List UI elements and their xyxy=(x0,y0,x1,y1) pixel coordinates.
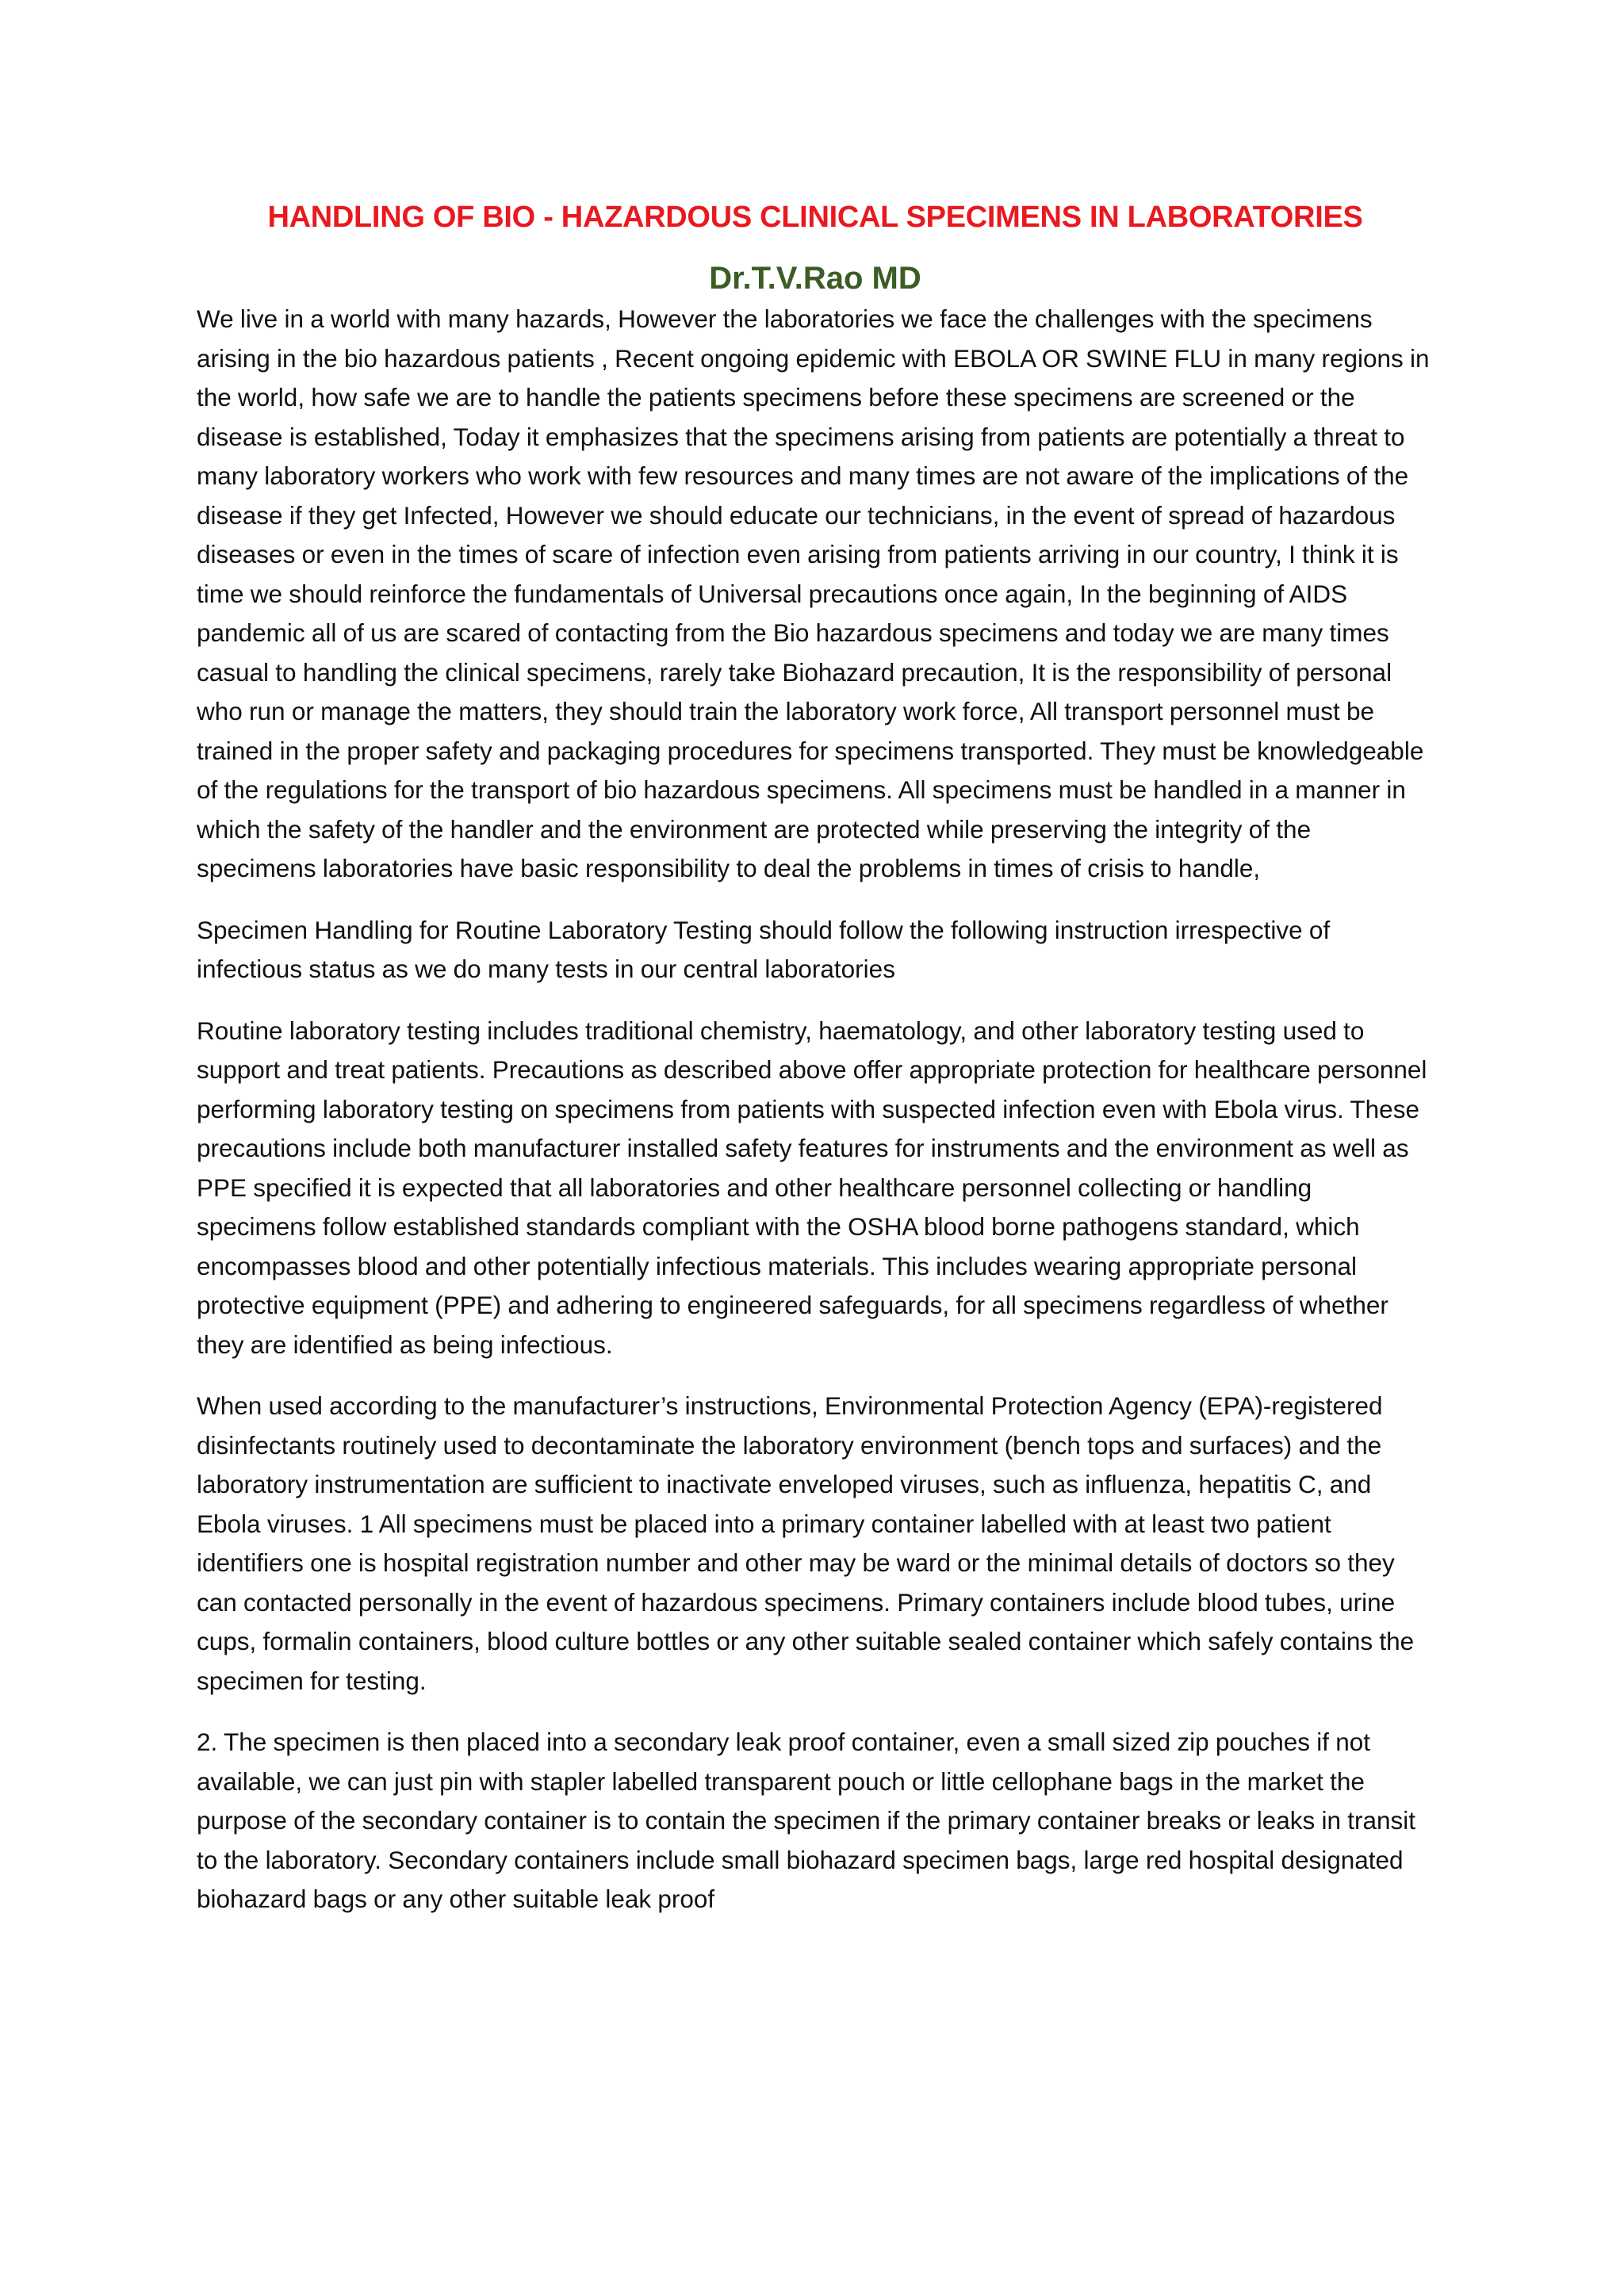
paragraph-routine-handling: Specimen Handling for Routine Laboratory Testing should follow the following instruction irrespective of infectious status as we do many tests in our central laboratories xyxy=(197,915,1331,983)
paragraph-routine-testing: Routine laboratory testing includes traditional chemistry, haematology, and other laboratory testing used to support and treat patients. Precautions as described above offer appropriate protection for healthcare personnel performing laboratory testing on specimens from patients with suspected infection even with Ebola virus. These precautions include both manufacturer installed safety features for instruments and the environment as well as PPE specified it is expected that all laboratories and other healthcare personnel collecting or handling specimens follow established standards compliant with the OSHA blood borne pathogens standard, which encompasses blood and other potentially infectious materials. This includes wearing appropriate personal protective equipment (PPE) and adhering to engineered safeguards, for all specimens regardless of whether they are identified as being infectious. xyxy=(197,1016,1427,1359)
paragraph-disinfectants: When used according to the manufacturer’s instructions, Environmental Protection Agency (EPA)-registered disinfectants routinely used to decontaminate the laboratory environment (bench tops and surfaces) and the laboratory instrumentation are sufficient to inactivate enveloped viruses, such as influenza, hepatitis C, and Ebola viruses. 1 All specimens must be placed into a primary container labelled with at least two patient identifiers one is hospital registration number and other may be ward or the minimal details of doctors so they can contacted personally in the event of hazardous specimens. Primary containers include blood tubes, urine cups, formalin containers, blood culture bottles or any other suitable sealed container which safely contains the specimen for testing. xyxy=(197,1391,1415,1695)
document-author: Dr.T.V.Rao MD xyxy=(709,261,921,296)
paragraph-intro: We live in a world with many hazards, However the laboratories we face the challenges with the specimens arising in the bio hazardous patients , Recent ongoing epidemic with EBOLA OR SWINE FLU in many regions in the world, how safe we are to handle the patients specimens before these specimens are screened or the disease is established, Today it emphasizes that the specimens arising from patients are potentially a threat to many laboratory workers who work with few resources and many times are not aware of the implications of the disease if they get Infected, However we should educate our technicians, in the event of spread of hazardous diseases or even in the times of scare of infection even arising from patients arriving in our country, I think it is time we should reinforce the fundamentals of Universal precautions once again, In the beginning of AIDS pandemic all of us are scared of contacting from the Bio hazardous specimens and today we are many times casual to handling the clinical specimens, rarely take Biohazard precaution, It is the responsibility of personal who run or manage the matters, they should train the laboratory work force, All transport personnel must be trained in the proper safety and packaging procedures for specimens transported. They must be knowledgeable of the regulations for the transport of bio hazardous specimens. All specimens must be handled in a manner in which the safety of the handler and the environment are protected while preserving the integrity of the specimens laboratories have basic responsibility to deal the problems in times of crisis to handle, xyxy=(197,304,1430,882)
document-title: HANDLING OF BIO - HAZARDOUS CLINICAL SPECIMENS IN LABORATORIES xyxy=(267,201,1363,234)
paragraph-secondary-container: 2. The specimen is then placed into a secondary leak proof container, even a small sized zip pouches if not available, we can just pin with stapler labelled transparent pouch or little cellophane bags in the market the purpose of the secondary container is to contain the specimen if the primary container breaks or leaks in transit to the laboratory. Secondary containers include small biohazard specimen bags, large red hospital designated biohazard bags or any other suitable leak proof xyxy=(197,1728,1416,1913)
document-content xyxy=(197,193,1434,1942)
